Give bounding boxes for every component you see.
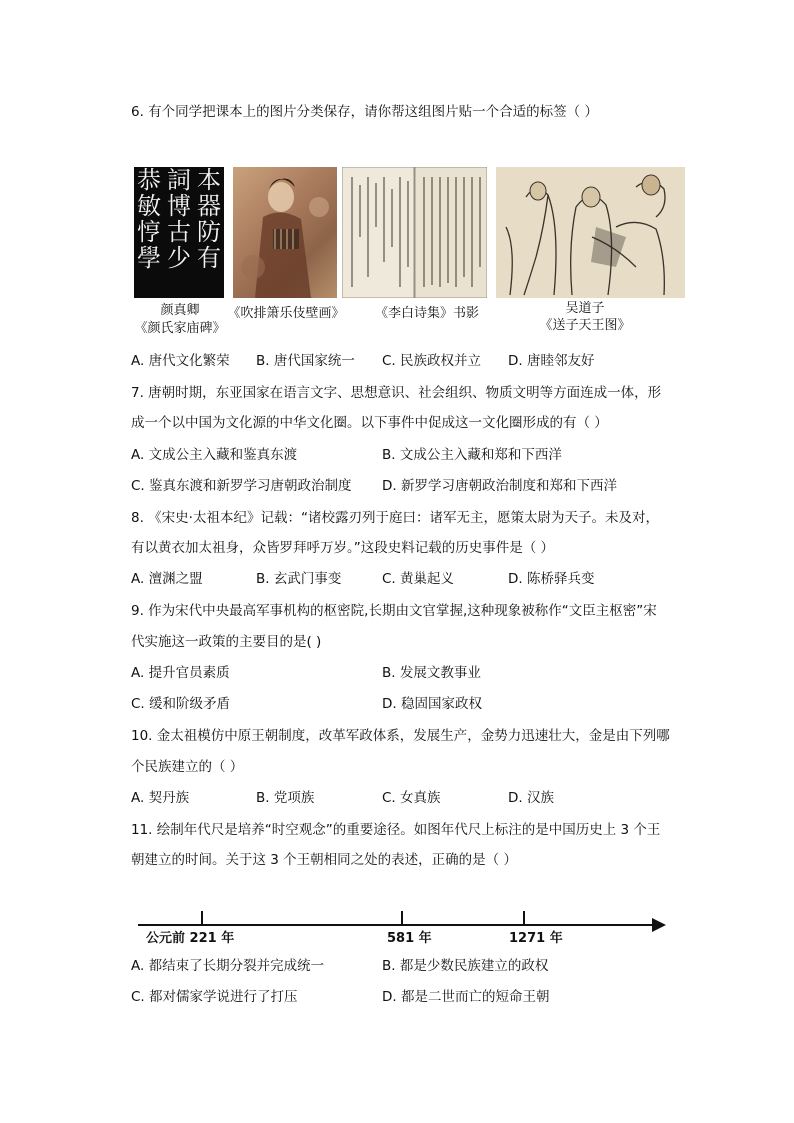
calligraphy-column-2: 詞 博 古 少 (167, 166, 191, 272)
q7-option-a[interactable]: A. 文成公主入藏和鉴真东渡 (131, 447, 298, 463)
timeline-label-1: 公元前 221 年 (146, 931, 235, 946)
q8-option-a[interactable]: A. 澶渊之盟 (131, 571, 203, 587)
q9-option-a[interactable]: A. 提升官员素质 (131, 665, 230, 681)
timeline-label-3: 1271 年 (509, 931, 563, 946)
q8-option-b[interactable]: B. 玄武门事变 (256, 571, 342, 587)
caption-image-3: 《李白诗集》书影 (374, 306, 479, 321)
q9-option-b[interactable]: B. 发展文教事业 (382, 665, 481, 681)
caption-image-4-line2: 《送子天王图》 (539, 318, 631, 333)
q8-stem-line2: 有以黄衣加太祖身，众皆罗拜呼万岁。”这段史料记载的历史事件是（ ） (131, 540, 555, 556)
q7-stem-line1: 7. 唐朝时期，东亚国家在语言文字、思想意识、社会组织、物质文明等方面连成一体，形 (131, 385, 662, 401)
q10-stem-line2: 个民族建立的（ ） (131, 759, 244, 775)
caption-image-2: 《吹排箫乐伎壁画》 (227, 306, 345, 321)
q7-option-d[interactable]: D. 新罗学习唐朝政治制度和郑和下西洋 (382, 478, 617, 494)
q7-option-c[interactable]: C. 鉴真东渡和新罗学习唐朝政治制度 (131, 478, 352, 494)
q9-stem-line1: 9. 作为宋代中央最高军事机构的枢密院,长期由文官掌握,这种现象被称作“文臣主枢密”宋 (131, 603, 657, 619)
q8-option-c[interactable]: C. 黄巢起义 (382, 571, 455, 587)
q8-option-d[interactable]: D. 陈桥驿兵变 (508, 571, 595, 587)
caption-image-1-line1: 颜真卿 (160, 303, 200, 318)
q9-option-d[interactable]: D. 稳固国家政权 (382, 696, 482, 712)
q6-option-c[interactable]: C. 民族政权并立 (382, 353, 482, 369)
caption-image-4-line1: 吴道子 (565, 301, 605, 316)
q10-option-a[interactable]: A. 契丹族 (131, 790, 190, 806)
q6-option-b[interactable]: B. 唐代国家统一 (256, 353, 355, 369)
mural-painting-image (233, 167, 337, 298)
q7-option-b[interactable]: B. 文成公主入藏和郑和下西洋 (382, 447, 562, 463)
q6-stem: 6. 有个同学把课本上的图片分类保存，请你帮这组图片贴一个合适的标签（ ） (131, 104, 598, 120)
calligraphy-column-1: 恭 敏 悙 學 (137, 166, 161, 272)
q6-option-d[interactable]: D. 唐睦邻友好 (508, 353, 595, 369)
q11-option-d[interactable]: D. 都是二世而亡的短命王朝 (382, 989, 550, 1005)
q8-stem-line1: 8. 《宋史·太祖本纪》记载：“诸校露刃列于庭曰：诸军无主，愿策太尉为天子。未及对， (131, 510, 659, 526)
q11-option-c[interactable]: C. 都对儒家学说进行了打压 (131, 989, 298, 1005)
q10-option-d[interactable]: D. 汉族 (508, 790, 554, 806)
q11-option-a[interactable]: A. 都结束了长期分裂并完成统一 (131, 958, 325, 974)
timeline-label-2: 581 年 (387, 931, 432, 946)
q11-stem-line2: 朝建立的时间。关于这 3 个王朝相同之处的表述，正确的是（ ） (131, 852, 517, 868)
caption-image-1-line2: 《颜氏家庙碑》 (134, 321, 226, 336)
q11-stem-line1: 11. 绘制年代尺是培养“时空观念”的重要途径。如图年代尺上标注的是中国历史上 3 个王 (131, 822, 661, 838)
q9-option-c[interactable]: C. 缓和阶级矛盾 (131, 696, 231, 712)
q11-option-b[interactable]: B. 都是少数民族建立的政权 (382, 958, 549, 974)
q10-stem-line1: 10. 金太祖模仿中原王朝制度，改革军政体系，发展生产，金势力迅速壮大，金是由下列哪 (131, 728, 670, 744)
q10-option-b[interactable]: B. 党项族 (256, 790, 315, 806)
q7-stem-line2: 成一个以中国为文化源的中华文化圈。以下事件中促成这一文化圈形成的有（ ） (131, 415, 608, 431)
q10-option-c[interactable]: C. 女真族 (382, 790, 441, 806)
q6-option-a[interactable]: A. 唐代文化繁荣 (131, 353, 230, 369)
q9-stem-line2: 代实施这一政策的主要目的是( ) (131, 634, 322, 650)
calligraphy-column-3: 本 器 防 有 (197, 166, 221, 272)
calligraphy-rubbing-image (134, 167, 224, 298)
book-pages-image (342, 167, 487, 298)
painting-image (496, 167, 685, 298)
